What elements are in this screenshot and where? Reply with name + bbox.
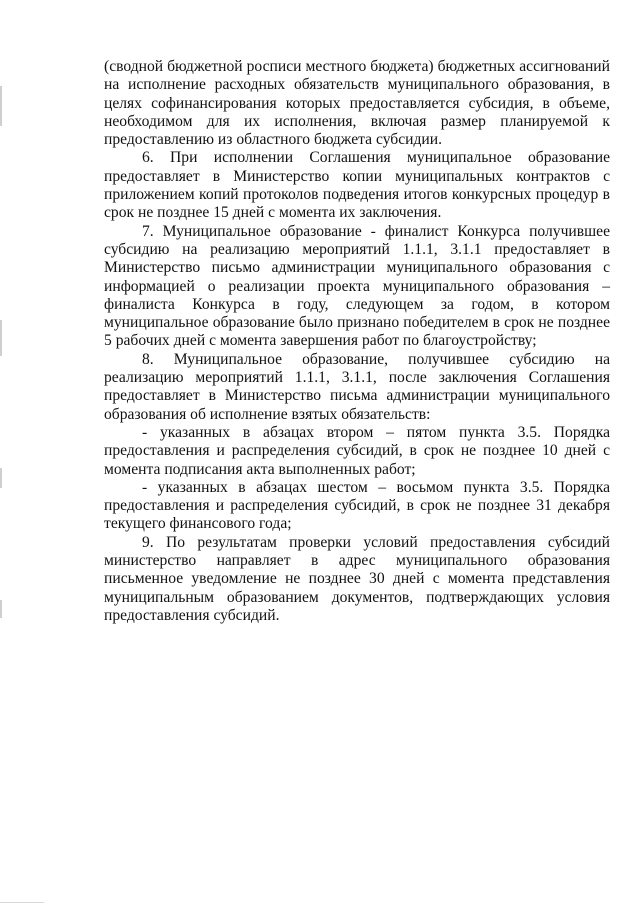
document-body (104, 58, 610, 625)
paragraph-9: 9. По результатам проверки условий предоставления субсидий министерство направляет в адрес муниципального образования письменное уведомление не позднее 30 дней с момента представления муниципальным образованием документов, подтверждающих условия предоставления субсидий. (104, 533, 610, 624)
scan-edge-mark (0, 86, 2, 126)
paragraph-8-item-2: - указанных в абзацах шестом – восьмом пункта 3.5. Порядка предоставления и распределения субсидий, в срок не позднее 31 декабря текущего финансового года; (104, 478, 610, 533)
paragraph-8: 8. Муниципальное образование, получившее субсидию на реализацию мероприятий 1.1.1, 3.1.1, после заключения Соглашения предоставляет в Министерство письма администрации муниципального образования об исполнение взятых обязательств: (104, 350, 610, 423)
scan-bottom-mark (0, 902, 44, 903)
paragraph-continued: (сводной бюджетной росписи местного бюджета) бюджетных ассигнований на исполнение расходных обязательств муниципального образования, в целях софинансирования которых предоставляется субсидия, в объеме, необходимом для их исполнения, включая размер планируемой к предоставлению из областного бюджета субсидии. (104, 58, 610, 149)
paragraph-7: 7. Муниципальное образование - финалист Конкурса получившее субсидию на реализацию мероприятий 1.1.1, 3.1.1 предоставляет в Министерство письмо администрации муниципального образования с информацией о реализации проекта муниципального образования – финалиста Конкурса в году, следующем за годом, в котором муниципальное образование было признано победителем в срок не позднее 5 рабочих дней с момента завершения работ по благоустройству; (104, 222, 610, 350)
paragraph-6: 6. При исполнении Соглашения муниципальное образование предоставляет в Министерство копии муниципальных контрактов с приложением копий протоколов подведения итогов конкурсных процедур в срок не позднее 15 дней с момента их заключения. (104, 149, 610, 222)
scan-edge-mark (0, 320, 2, 356)
scan-edge-mark (0, 468, 2, 488)
scan-edge-mark (0, 600, 2, 618)
paragraph-8-item-1: - указанных в абзацах втором – пятом пункта 3.5. Порядка предоставления и распределения субсидий, в срок не позднее 10 дней с момента подписания акта выполненных работ; (104, 423, 610, 478)
